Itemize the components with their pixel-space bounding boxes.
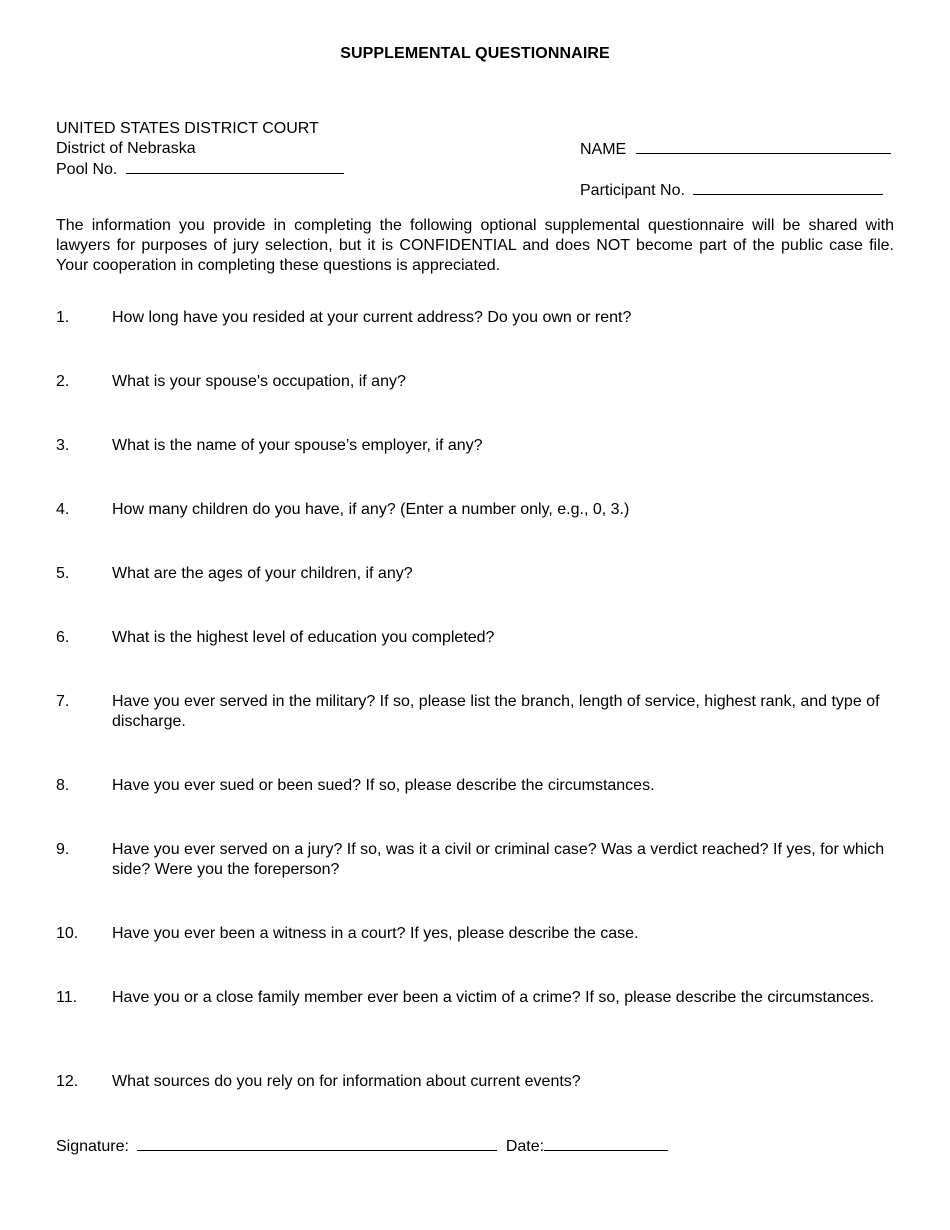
court-name: UNITED STATES DISTRICT COURT (56, 120, 319, 137)
question-item (56, 840, 894, 880)
question-item (56, 628, 894, 648)
question-item (56, 372, 894, 392)
question-text: What is the name of your spouse’s employer, if any? (112, 437, 483, 454)
question-number: 3. (56, 437, 70, 454)
date-field[interactable] (544, 1136, 668, 1151)
question-text: What is the highest level of education you completed? (112, 629, 495, 646)
question-number: 6. (56, 629, 70, 646)
question-text: What are the ages of your children, if any? (112, 565, 413, 582)
question-item (56, 776, 894, 796)
question-number: 7. (56, 693, 70, 710)
question-number: 4. (56, 501, 70, 518)
participant-number-field[interactable] (693, 180, 883, 195)
pool-number-row (56, 159, 344, 180)
question-text: Have you ever served in the military? If so, please list the branch, length of service, highest rank, and type of discharge. (112, 693, 880, 730)
signature-row (56, 1136, 668, 1157)
question-number: 12. (56, 1073, 79, 1090)
question-text: Have you ever sued or been sued? If so, please describe the circumstances. (112, 777, 655, 794)
question-number: 5. (56, 565, 70, 582)
question-item (56, 564, 894, 584)
name-label: NAME (580, 141, 627, 158)
question-text: What is your spouse's occupation, if any? (112, 373, 406, 390)
question-text: Have you or a close family member ever been a victim of a crime? If so, please describe the circumstances. (112, 989, 875, 1006)
name-field[interactable] (636, 139, 891, 154)
court-header (56, 119, 344, 180)
participant-number-row (580, 180, 891, 201)
question-number: 2. (56, 373, 70, 390)
question-number: 9. (56, 841, 70, 858)
signature-label: Signature: (56, 1138, 129, 1155)
question-item (56, 924, 894, 944)
date-label: Date: (505, 1138, 545, 1155)
signature-field[interactable] (137, 1136, 497, 1151)
question-text: How many children do you have, if any? (Enter a number only, e.g., 0, 3.) (112, 501, 630, 518)
question-item (56, 500, 894, 520)
question-text: Have you ever served on a jury? If so, was it a civil or criminal case? Was a verdict reached? If yes, for which side? Were you the foreperson? (112, 841, 885, 878)
participant-number-label: Participant No. (580, 182, 685, 199)
question-text: How long have you resided at your current address? Do you own or rent? (112, 309, 632, 326)
question-text: What sources do you rely on for information about current events? (112, 1073, 581, 1090)
question-text: Have you ever been a witness in a court? If yes, please describe the case. (112, 925, 639, 942)
page-title: SUPPLEMENTAL QUESTIONNAIRE (340, 45, 610, 62)
question-number: 10. (56, 925, 79, 942)
court-district: District of Nebraska (56, 140, 196, 157)
juror-identification (580, 139, 891, 201)
pool-number-label: Pool No. (56, 161, 118, 178)
question-number: 11. (56, 989, 78, 1006)
question-item (56, 436, 894, 456)
question-number: 8. (56, 777, 70, 794)
question-item (56, 1072, 894, 1092)
pool-number-field[interactable] (126, 159, 344, 174)
question-item (56, 988, 894, 1008)
question-number: 1. (56, 309, 70, 326)
name-row (580, 139, 891, 160)
intro-paragraph: The information you provide in completing the following optional supplemental questionnaire will be shared with lawyers for purposes of jury selection, but it is CONFIDENTIAL and does NOT become part of the public case file. Your cooperation in completing these questions is appreciated. (56, 217, 894, 274)
question-item (56, 308, 894, 328)
question-item (56, 692, 894, 732)
